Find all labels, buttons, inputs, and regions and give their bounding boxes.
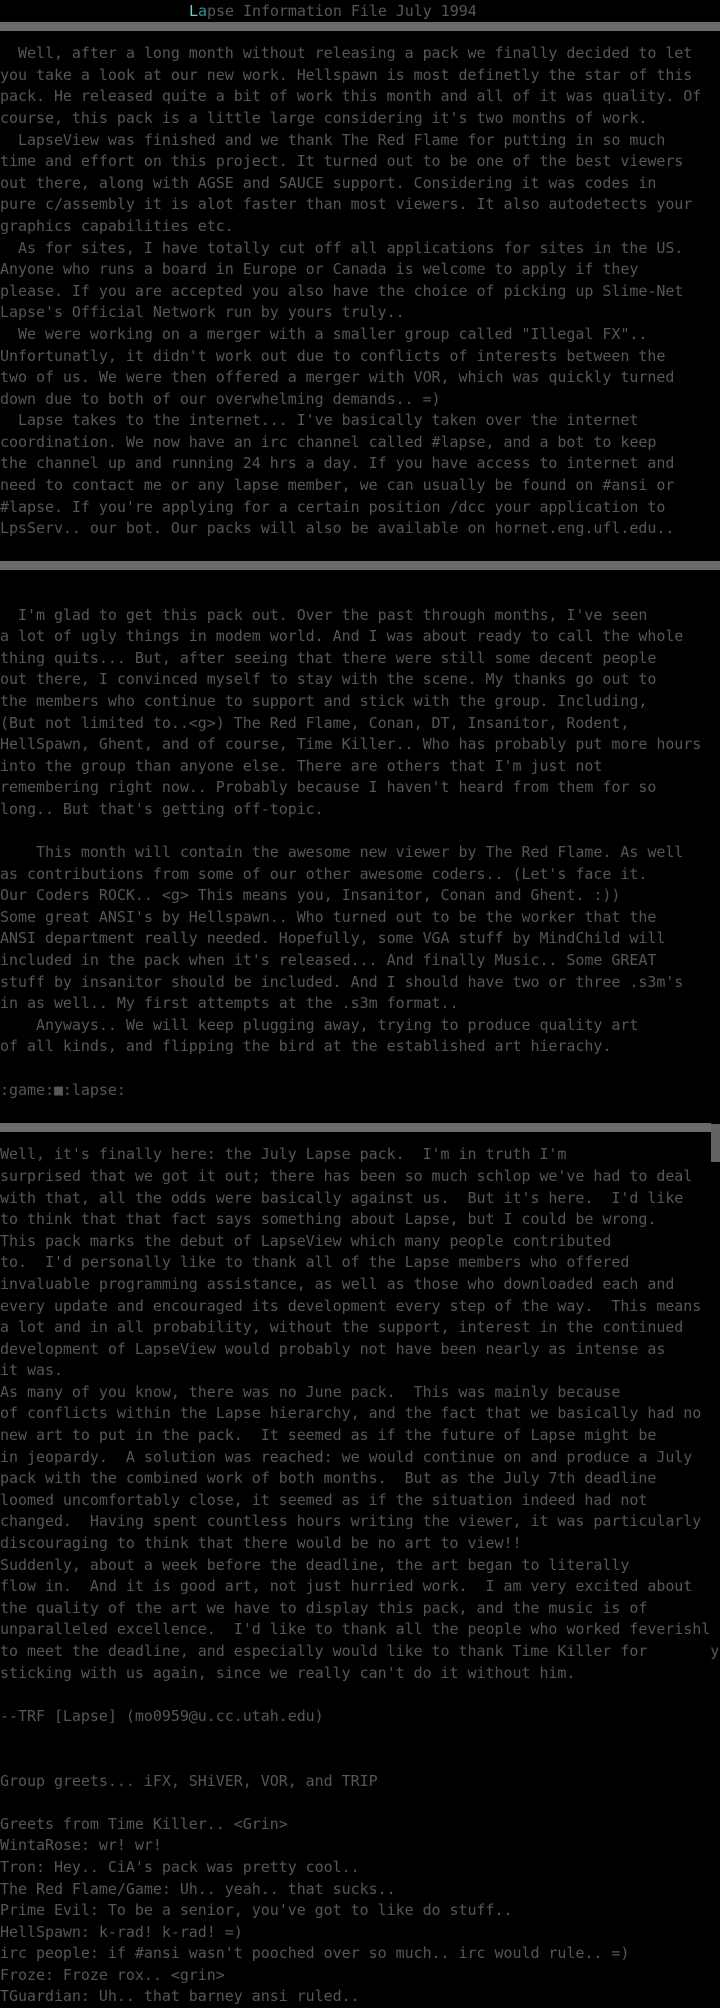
text-line: unparalleled excellence. I'd like to thank all the people who worked feverishl	[0, 1620, 711, 1639]
text-line: This month will contain the awesome new viewer by The Red Flame. As well	[0, 843, 684, 862]
text-line: irc people: if #ansi wasn't pooched over so much.. irc would rule.. =)	[0, 1944, 630, 1963]
text-line: development of LapseView would probably not have been nearly as intense as	[0, 1339, 666, 1358]
text-line: discouraging to think that there would be no art to view!!	[0, 1534, 522, 1552]
text-line: the channel up and running 24 hrs a day. If you have access to internet and	[0, 454, 675, 473]
text-line: invaluable programming assistance, as well as those who downloaded each and	[0, 1274, 675, 1293]
text-line: --TRF [Lapse] (mo0959@u.cc.utah.edu)	[0, 1706, 324, 1725]
text-line: out there, along with AGSE and SAUCE support. Considering it was codes in	[0, 173, 657, 192]
text-line: Froze: Froze rox.. <grin>	[0, 1965, 225, 1984]
text-line: changed. Having spent countless hours writing the viewer, it was particularly	[0, 1512, 702, 1531]
text-line: as contributions from some of our other awesome coders.. (Let's face it.	[0, 864, 648, 883]
text-line: in as well.. My first attempts at the .s3m format..	[0, 994, 459, 1013]
text-line: Well, after a long month without releasing a pack we finally decided to let	[0, 44, 693, 63]
page-title	[189, 2, 477, 21]
divider-bar	[0, 1123, 711, 1132]
text-line: Lapse takes to the internet... I've basically taken over the internet	[0, 411, 639, 430]
text-line: it was.	[0, 1361, 63, 1380]
text-line: to think that that fact says something about Lapse, but I could be wrong.	[0, 1210, 657, 1229]
text-line: course, this pack is a little large considering it's two months of work.	[0, 109, 648, 127]
text-line: WintaRose: wr! wr!	[0, 1836, 162, 1855]
text-line: every update and encouraged its development every step of the way. This means	[0, 1296, 702, 1315]
text-line: please. If you are accepted you also have the choice of picking up Slime-Net	[0, 281, 684, 300]
text-line: of all kinds, and flipping the bird at the established art hierachy.	[0, 1037, 612, 1056]
text-line: to meet the deadline, and especially would like to thank Time Killer for y	[0, 1641, 720, 1660]
text-line: Well, it's finally here: the July Lapse pack. I'm in truth I'm	[0, 1145, 567, 1164]
text-line: Some great ANSI's by Hellspawn.. Who turned out to be the worker that the	[0, 907, 657, 926]
text-line: stuff by insanitor should be included. And I should have two or three .s3m's	[0, 972, 684, 991]
text-line: As many of you know, there was no June pack. This was mainly because	[0, 1382, 621, 1401]
text-line: graphics capabilities etc.	[0, 216, 234, 235]
text-line: We were working on a merger with a smaller group called "Illegal FX"..	[0, 324, 648, 343]
text-line: Group greets... iFX, SHiVER, VOR, and TRIP	[0, 1771, 378, 1790]
text-line: two of us. We were then offered a merger with VOR, which was quickly turned	[0, 368, 675, 387]
text-line: need to contact me or any lapse member, we can usually be found on #ansi or	[0, 476, 675, 494]
text-line: Greets from Time Killer.. <Grin>	[0, 1814, 288, 1833]
text-line: TGuardian: Uh.. that barney ansi ruled..	[0, 1987, 360, 2006]
text-line: pack. He released quite a bit of work this month and all of it was quality. Of	[0, 87, 702, 106]
text-line: LpsServ.. our bot. Our packs will also be available on hornet.eng.ufl.edu..	[0, 519, 675, 538]
text-line: remembering right now.. Probably because I haven't heard from them for so	[0, 778, 657, 797]
text-line: long.. But that's getting off-topic.	[0, 799, 324, 818]
text-line: Tron: Hey.. CiA's pack was pretty cool..	[0, 1857, 360, 1876]
text-line: Lapse's Official Network run by yours truly..	[0, 303, 405, 322]
text-line: Anyways.. We will keep plugging away, trying to produce quality art	[0, 1015, 639, 1034]
text-line: of conflicts within the Lapse hierarchy, and the fact that we basically had no	[0, 1404, 702, 1423]
text-line: Suddenly, about a week before the deadline, the art began to literally	[0, 1555, 630, 1574]
text-line: ANSI department really needed. Hopefully, some VGA stuff by MindChild will	[0, 929, 666, 948]
text-line: flow in. And it is good art, not just hurried work. I am very excited about	[0, 1577, 693, 1596]
text-line: a lot of ugly things in modem world. And I was about ready to call the whole	[0, 627, 684, 646]
text-line: HellSpawn: k-rad! k-rad! =)	[0, 1922, 243, 1941]
text-line: pack with the combined work of both months. But as the July 7th deadline	[0, 1469, 657, 1488]
text-line: with that, all the odds were basically against us. But it's here. I'd like	[0, 1188, 684, 1207]
text-line: LapseView was finished and we thank The Red Flame for putting in so much	[0, 130, 666, 149]
text-line: As for sites, I have totally cut off all applications for sites in the US.	[0, 238, 684, 257]
text-line: thing quits... But, after seeing that there were still some decent people	[0, 648, 657, 667]
text-line: out there, I convinced myself to stay with the scene. My thanks go out to	[0, 670, 657, 689]
text-line: (But not limited to..<g>) The Red Flame, Conan, DT, Insanitor, Rodent,	[0, 713, 630, 732]
text-line: Anyone who runs a board in Europe or Canada is welcome to apply if they	[0, 260, 639, 279]
text-line: included in the pack when it's released... And finally Music.. Some GREAT	[0, 951, 657, 969]
text-line: I'm glad to get this pack out. Over the past through months, I've seen	[0, 605, 648, 624]
text-line: the members who continue to support and stick with the group. Including,	[0, 691, 648, 710]
text-line: The Red Flame/Game: Uh.. yeah.. that sucks..	[0, 1879, 396, 1898]
title-hotkey-letter-2: a	[198, 2, 207, 20]
text-line: pure c/assembly it is alot faster than most viewers. It also autodetects your	[0, 195, 693, 214]
text-line: HellSpawn, Ghent, and of course, Time Killer.. Who has probably put more hours	[0, 735, 702, 754]
text-line: Unfortunatly, it didn't work out due to conflicts of interests between the	[0, 346, 666, 365]
title-text: pse Information File July 1994	[207, 2, 477, 20]
text-line: surprised that we got it out; there has been so much schlop we've had to deal	[0, 1166, 693, 1185]
text-line: This pack marks the debut of LapseView which many people contributed	[0, 1231, 612, 1250]
text-line: into the group than anyone else. There are others that I'm just not	[0, 756, 603, 775]
text-line: loomed uncomfortably close, it seemed as if the situation indeed had not	[0, 1490, 648, 1509]
text-line: a lot and in all probability, without the support, interest in the continued	[0, 1318, 684, 1337]
title-hotkey-letter: L	[189, 2, 198, 20]
text-line: :game:■:lapse:	[0, 1080, 126, 1099]
text-line: sticking with us again, since we really can't do it without him.	[0, 1663, 576, 1682]
text-line: you take a look at our new work. Hellspawn is most definetly the star of this	[0, 65, 693, 84]
text-line: the quality of the art we have to display this pack, and the music is of	[0, 1598, 648, 1617]
text-line: down due to both of our overwhelming demands.. =)	[0, 389, 441, 408]
text-line: time and effort on this project. It turned out to be one of the best viewers	[0, 152, 684, 171]
text-line: in jeopardy. A solution was reached: we would continue on and produce a July	[0, 1447, 693, 1466]
divider-bar	[0, 561, 720, 570]
divider-bar	[0, 22, 720, 31]
text-line: Our Coders ROCK.. <g> This means you, Insanitor, Conan and Ghent. :))	[0, 886, 621, 905]
text-line: new art to put in the pack. It seemed as if the future of Lapse might be	[0, 1426, 657, 1444]
text-line: to. I'd personally like to thank all of the Lapse members who offered	[0, 1253, 630, 1272]
text-line: #lapse. If you're applying for a certain position /dcc your application to	[0, 497, 666, 516]
text-line: coordination. We now have an irc channel called #lapse, and a bot to keep	[0, 432, 657, 451]
text-line: Prime Evil: To be a senior, you've got to like do stuff..	[0, 1901, 513, 1919]
